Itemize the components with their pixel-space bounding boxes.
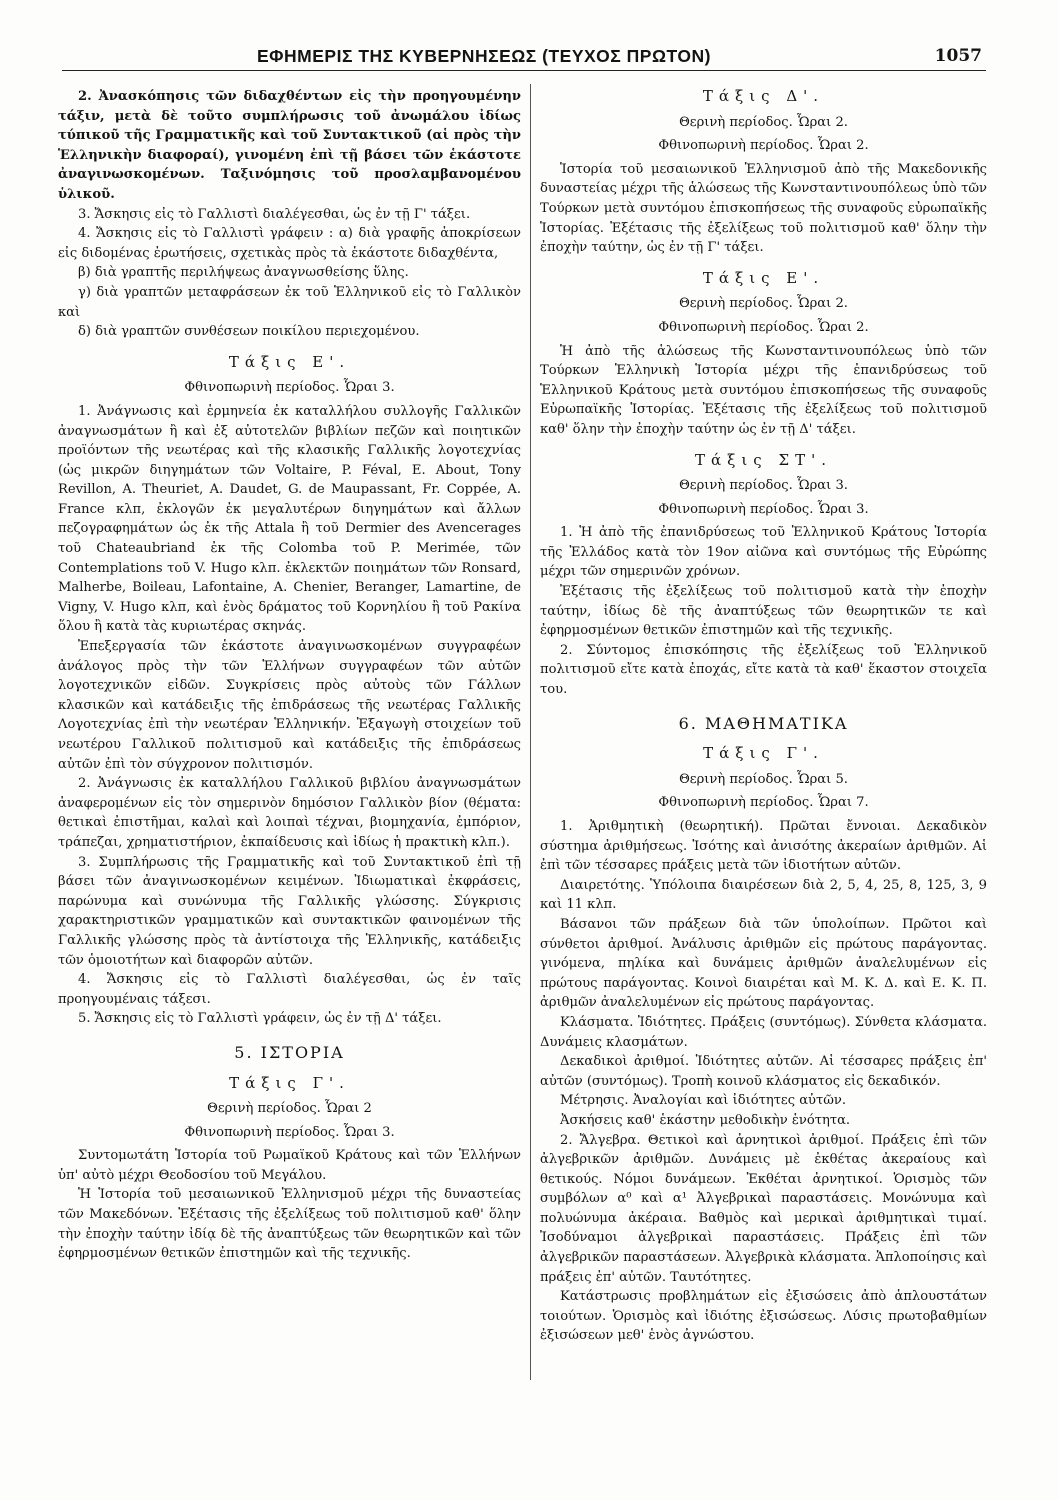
page-number: 1057 (934, 46, 982, 66)
period-heading: Φθινοπωρινὴ περίοδος. Ὧραι 2. (658, 138, 869, 154)
period-heading: Θερινὴ περίοδος. Ὧραι 2. (679, 296, 848, 312)
period-heading: Φθινοπωρινὴ περίοδος. Ὧραι 3. (184, 380, 395, 396)
paragraph: δ) διὰ γραπτῶν συνθέσεων ποικίλου περιεχομένου. (78, 324, 420, 340)
paragraph: 2. Ἄλγεβρα. Θετικοὶ καὶ ἀρνητικοὶ ἀριθμοί. Πράξεις ἐπὶ τῶν ἀλγεβρικῶν ἀριθμῶν. Δυνάμεις μὲ ἐκθέτας ἀκεραίους καὶ θετικούς. Νόμοι δυνάμεων. Ἐκθέται ἀρνητικοί. Ὁρισμὸς τῶν συμβόλων α⁰ καὶ α¹ Ἀλγεβρικαὶ παραστάσεις. Μονώνυμα καὶ πολυώνυμα ἀκέραια. Βαθμὸς καὶ μερικαὶ ἀριθμητικαὶ τιμαί. Ἰσοδύναμοι ἀλγεβρικαὶ παραστάσεις. Πράξεις ἐπὶ τῶν ἀλγεβρικῶν παραστάσεων. Ἀλγεβρικὰ κλάσματα. Ἁπλοποίησις καὶ πράξεις ἐπ' αὐτῶν. Ταυτότητες. (540, 1132, 987, 1285)
paragraph: 5. Ἄσκησις εἰς τὸ Γαλλιστὶ γράφειν, ὡς ἐν τῇ Δ' τάξει. (78, 1011, 442, 1027)
paragraph: 3. Συμπλήρωσις τῆς Γραμματικῆς καὶ τοῦ Συντακτικοῦ ἐπὶ τῇ βάσει τῶν ἀναγινωσκομένων κειμένων. Ἰδιωματικαὶ ἐκφράσεις, παρώνυμα καὶ συνώνυμα τῆς Γαλλικῆς γλώσσης. Σύγκρισις χαρακτηριστικῶν γραμματικῶν καὶ συντακτικῶν φαινομένων τῆς Γαλλικῆς γλώσσης πρὸς τὰ ἀντίστοιχα τῆς Ἑλληνικῆς, κατάδειξις τῶν ὁμοιοτήτων καὶ διαφορῶν αὐτῶν. (58, 854, 521, 968)
left-column (58, 87, 521, 1264)
paragraph: Διαιρετότης. Ὑπόλοιπα διαιρέσεων διὰ 2, 5, 4, 25, 8, 125, 3, 9 καὶ 11 κλπ. (540, 877, 987, 913)
paragraph: Δεκαδικοὶ ἀριθμοί. Ἰδιότητες αὐτῶν. Αἱ τέσσαρες πράξεις ἐπ' αὐτῶν (συντόμως). Τροπὴ κοινοῦ κλάσματος εἰς δεκαδικόν. (540, 1054, 987, 1089)
paragraph: β) διὰ γραπτῆς περιλήψεως ἀναγνωσθείσης ὕλης. (78, 265, 409, 281)
period-heading: Θερινὴ περίοδος. Ὧραι 5. (679, 771, 848, 787)
period-heading: Φθινοπωρινὴ περίοδος. Ὧραι 3. (184, 1124, 395, 1140)
period-heading: Θερινὴ περίοδος. Ὧραι 2. (679, 114, 848, 130)
class-heading: Τάξις Ε'. (702, 268, 825, 287)
gazette-title: ΕΦΗΜΕΡΙΣ ΤΗΣ ΚΥΒΕΡΝΗΣΕΩΣ (ΤΕΥΧΟΣ ΠΡΩΤΟΝ) (257, 46, 711, 66)
class-heading: Τάξις ΣΤ'. (695, 450, 832, 469)
right-column (540, 87, 987, 1346)
class-heading: Τάξις Ε'. (228, 352, 351, 371)
paragraph: Ἡ ἀπὸ τῆς ἁλώσεως τῆς Κωνσταντινουπόλεως ὑπὸ τῶν Τούρκων Ἑλληνικὴ Ἱστορία μέχρι τῆς ἐπανιδρύσεως τοῦ Ἑλληνικοῦ Κράτους μετὰ συντόμου ἐπισκοπήσεως τῆς συναφοῦς Εὐρωπαϊκῆς Ἱστορίας. Ἐξέτασις τῆς ἐξελίξεως τοῦ πολιτισμοῦ καθ' ὅλην τὴν ἐποχὴν ταύτην ὡς ἐν τῇ Δ' τάξει. (540, 343, 987, 437)
paragraph: γ) διὰ γραπτῶν μεταφράσεων ἐκ τοῦ Ἑλληνικοῦ εἰς τὸ Γαλλικὸν καὶ (58, 284, 521, 320)
paragraph: Ἐξέτασις τῆς ἐξελίξεως τοῦ πολιτισμοῦ κατὰ τὴν ἐποχὴν ταύτην, ἰδίως δὲ τῆς ἀναπτύξεως τῶν θεωρητικῶν τε καὶ ἐφηρμοσμένων θετικῶν ἐπιστημῶν καὶ τῆς τεχνικῆς. (540, 584, 987, 639)
paragraph: 2. Ἀνάγνωσις ἐκ καταλλήλου Γαλλικοῦ βιβλίου ἀναγνωσμάτων ἀναφερομένων εἰς τὸν σημερινὸν δημόσιον Γαλλικὸν βίον (θέματα: θετικαὶ ἐπιστῆμαι, καλαὶ καὶ λοιπαὶ τέχναι, βιομηχανία, ἐμπόριον, τράπεζαι, χρηματιστήριον, ἐκπαίδευσις καὶ ἰδίως ἡ πρακτικὴ κλπ.). (58, 776, 521, 850)
period-heading: Φθινοπωρινὴ περίοδος. Ὧραι 7. (658, 795, 869, 811)
class-heading: Τάξις Γ'. (703, 744, 824, 763)
paragraph: 4. Ἄσκησις εἰς τὸ Γαλλιστὶ διαλέγεσθαι, ὡς ἐν ταῖς προηγουμέναις τάξεσι. (58, 972, 521, 1007)
paragraph: Ἱστορία τοῦ μεσαιωνικοῦ Ἑλληνισμοῦ ἀπὸ τῆς Μακεδονικῆς δυναστείας μέχρι τῆς ἁλώσεως τῆς Κωνσταντινουπόλεως ὑπὸ τῶν Τούρκων μετὰ συντόμου ἐπισκοπήσεως τῆς συναφοῦς εὐρωπαϊκῆς Ἱστορίας. Ἐξέτασις τῆς ἐξελίξεως τοῦ πολιτισμοῦ καθ' ὅλην τὴν ἐποχὴν ταύτην, ὡς ἐν τῇ Γ' τάξει. (540, 161, 987, 256)
period-heading: Θερινὴ περίοδος. Ὧραι 3. (679, 478, 848, 494)
paragraph: 1. Ἀνάγνωσις καὶ ἑρμηνεία ἐκ καταλλήλου συλλογῆς Γαλλικῶν ἀναγνωσμάτων ἢ καὶ ἐξ αὐτοτελῶν βιβλίων πεζῶν καὶ ποιητικῶν προϊόντων τῆς νεωτέρας καὶ τῆς κλασικῆς Γαλλικῆς λογοτεχνίας (ὡς μικρῶν διηγημάτων τῶν Voltaire, P. Féval, E. About, Tony Revillon, A. Theuriet, A. Daudet, G. de Maupassant, Fr. Coppée, A. France κλπ, ἐκλογῶν ἐκ μεγαλυτέρων διηγημάτων καὶ ἄλλων πεζογραφημάτων ὡς ἐκ τῆς Attala ἢ τοῦ Dermier des Avencerages τοῦ Chateaubriand ἐκ τῆς Colomba τοῦ P. Merimée, τῶν Contemplations τοῦ V. Hugo κλπ. ἐκλεκτῶν ποιημάτων τῶν Ronsard, Malherbe, Boileau, Lafontaine, A. Chenier, Beranger, Lamartine, de Vigny, V. Hugo κλπ, καὶ ἑνὸς δράματος τοῦ Κορνηλίου ἢ τοῦ Ρακίνα ὅλου ἢ κατὰ τὰς κυριωτέρας σκηνάς. (58, 403, 521, 635)
section-heading-history: 5. ΙΣΤΟΡΙΑ (234, 1042, 345, 1062)
period-heading: Θερινὴ περίοδος. Ὧραι 2 (207, 1101, 372, 1117)
paragraph: Ἡ Ἱστορία τοῦ μεσαιωνικοῦ Ἑλληνισμοῦ μέχρι τῆς δυναστείας τῶν Μακεδόνων. Ἐξέτασις τῆς ἐξελίξεως τοῦ πολιτισμοῦ καθ' ὅλην τὴν ἐποχὴν ταύτην ἰδίᾳ δὲ τῆς ἀναπτύξεως τῶν θεωρητικῶν καὶ τῶν ἐφηρμοσμένων θετικῶν ἐπιστημῶν καὶ τῆς τεχνικῆς. (58, 1187, 521, 1262)
paragraph: Ἐπεξεργασία τῶν ἑκάστοτε ἀναγινωσκομένων συγγραφέων ἀνάλογος πρὸς τὴν τῶν Ἑλλήνων συγγραφέων τῶν αὐτῶν λογοτεχνικῶν εἰδῶν. Συγκρίσεις πρὸς αὐτοὺς τῶν Γάλλων κλασικῶν καὶ κατάδειξις τῆς ἐπιδράσεως τῆς νεωτέρας Γαλλικῆς Λογοτεχνίας ἐπὶ τὴν νεωτέραν Ἑλληνικήν. Ἐξαγωγὴ στοιχείων τοῦ νεωτέρου Γαλλικοῦ πολιτισμοῦ καὶ κατάδειξις τῆς ἐπιδράσεως αὐτῶν ἐπὶ τὸν σύγχρονον πολιτισμόν. (58, 639, 521, 772)
class-heading: Τάξις Γ'. (229, 1073, 350, 1092)
paragraph: 1. Ἀριθμητικὴ (θεωρητική). Πρῶται ἔννοιαι. Δεκαδικὸν σύστημα ἀριθμήσεως. Ἰσότης καὶ ἀνισότης ἀκεραίων ἀριθμῶν. Αἱ ἐπὶ τῶν τέσσαρες πράξεις μετὰ τῶν ἰδιοτήτων αὐτῶν. (540, 819, 987, 874)
class-heading: Τάξις Δ'. (702, 87, 825, 105)
running-header (62, 46, 986, 71)
paragraph: 2. Ἀνασκόπησις τῶν διδαχθέντων εἰς τὴν προηγουμένην τάξιν, μετὰ δὲ τοῦτο συμπλήρωσις τοῦ ἀνωμάλου ἰδίως τύπικοῦ τῆς Γραμματικῆς καὶ τοῦ Συντακτικοῦ (αἱ πρὸς τὴν Ἑλληνικὴν διαφοραί), γινομένη ἐπὶ τῇ βάσει τῶν ἑκάστοτε ἀναγινωσκομένων. Ταξινόμησις τοῦ προσλαμβανομένου ὑλικοῦ. (58, 89, 521, 202)
paragraph: Κλάσματα. Ἰδιότητες. Πράξεις (συντόμως). Σύνθετα κλάσματα. Δυνάμεις κλασμάτων. (540, 1014, 987, 1050)
paragraph: 4. Ἄσκησις εἰς τὸ Γαλλιστὶ γράφειν : α) διὰ γραφῆς ἀποκρίσεων εἰς διδομένας ἐρωτήσεις, σχετικὰς πρὸς τὰ ἑκάστοτε διδαχθέντα, (58, 226, 521, 261)
period-heading: Φθινοπωρινὴ περίοδος. Ὧραι 3. (658, 501, 869, 517)
period-heading: Φθινοπωρινὴ περίοδος. Ὧραι 2. (658, 319, 869, 335)
section-heading-math: 6. ΜΑΘΗΜΑΤΙΚΑ (678, 713, 849, 733)
column-divider (530, 84, 531, 1380)
paragraph: 2. Σύντομος ἐπισκόπησις τῆς ἐξελίξεως τοῦ Ἑλληνικοῦ πολιτισμοῦ εἴτε κατὰ ἐποχάς, εἴτε κατὰ τὰ καθ' ἕκαστον στοιχεῖα του. (540, 642, 987, 698)
paragraph: Μέτρησις. Ἀναλογίαι καὶ ἰδιότητες αὐτῶν. (560, 1093, 847, 1109)
paragraph: Κατάστρωσις προβλημάτων εἰς ἐξισώσεις ἀπὸ ἁπλουστάτων τοιούτων. Ὁρισμὸς καὶ ἰδιότης ἐξισώσεως. Λύσις πρωτοβαθμίων ἐξισώσεων μεθ' ἑνὸς ἀγνώστου. (540, 1289, 987, 1344)
paragraph: 3. Ἄσκησις εἰς τὸ Γαλλιστὶ διαλέγεσθαι, ὡς ἐν τῇ Γ' τάξει. (78, 206, 471, 222)
paragraph: Βάσανοι τῶν πράξεων διὰ τῶν ὑπολοίπων. Πρῶτοι καὶ σύνθετοι ἀριθμοί. Ἀνάλυσις ἀριθμῶν εἰς πρώτους παράγοντας. γινόμενα, πηλίκα καὶ δυνάμεις ἀριθμῶν ἀναλελυμένων εἰς πρώτους παράγοντας. Κοινοὶ διαιρέται καὶ Μ. Κ. Δ. καὶ Ε. Κ. Π. ἀριθμῶν ἀναλελυμένων εἰς πρώτους παράγοντας. (540, 916, 987, 1011)
paragraph: 1. Ἡ ἀπὸ τῆς ἐπανιδρύσεως τοῦ Ἑλληνικοῦ Κράτους Ἱστορία τῆς Ἑλλάδος κατὰ τὸν 19ον αἰῶνα καὶ συντόμως τῆς Εὐρώπης μέχρι τῶν σημερινῶν χρόνων. (540, 525, 987, 580)
paragraph: Συντομωτάτη Ἱστορία τοῦ Ρωμαϊκοῦ Κράτους καὶ τῶν Ἑλλήνων ὑπ' αὐτὸ μέχρι Θεοδοσίου τοῦ Μεγάλου. (58, 1148, 521, 1183)
paragraph: Ἀσκήσεις καθ' ἑκάστην μεθοδικὴν ἑνότητα. (560, 1112, 851, 1128)
